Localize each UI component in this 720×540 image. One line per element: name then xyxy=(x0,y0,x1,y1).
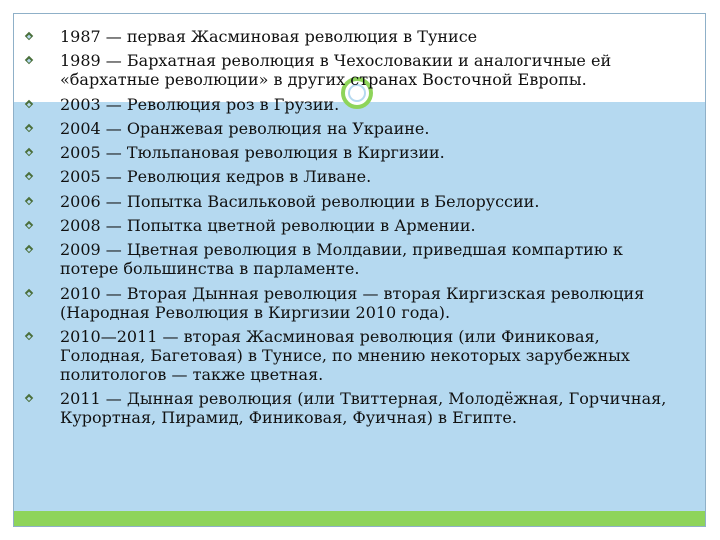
item-text: — Дынная революция (или Твиттерная, Молодёжная, Горчичная, Курортная, Пирамид, Финиковая, Фуичная) в Египте. xyxy=(60,389,667,428)
item-text: — Революция роз в Грузии. xyxy=(100,94,340,114)
bullet-icon xyxy=(25,148,33,156)
bullet-icon xyxy=(25,99,33,107)
item-year: 2005 xyxy=(60,167,101,187)
item-text: — Попытка Васильковой революции в Белоруссии. xyxy=(100,191,540,211)
revolutions-list xyxy=(22,27,682,433)
item-text: — Бархатная революция в Чехословакии и аналогичные ей «бархатные революции» в других странах Восточной Европы. xyxy=(60,51,612,90)
list-item xyxy=(22,167,682,186)
bullet-icon xyxy=(25,221,33,229)
item-year: 2010—2011 xyxy=(60,326,158,346)
item-text: — вторая Жасминовая революция (или Финиковая, Голодная, Багетовая) в Тунисе, по мнению некоторых зарубежных политологов — также цветная. xyxy=(60,326,630,384)
bullet-icon xyxy=(25,288,33,296)
item-text: — первая Жасминовая революция в Тунисе xyxy=(100,27,478,46)
item-year: 1987 xyxy=(60,27,101,46)
bullet-icon xyxy=(25,56,33,64)
item-year: 2004 xyxy=(60,118,101,138)
item-text: — Попытка цветной революции в Армении. xyxy=(100,216,476,236)
item-text: — Революция кедров в Ливане. xyxy=(100,167,372,187)
list-item xyxy=(22,284,682,322)
list-item xyxy=(22,27,682,46)
item-text: — Тюльпановая революция в Киргизии. xyxy=(100,143,445,163)
list-item xyxy=(22,216,682,235)
bottom-band xyxy=(14,511,705,527)
item-text: — Оранжевая революция на Украине. xyxy=(100,118,430,138)
list-item xyxy=(22,389,682,427)
item-text: — Цветная революция в Молдавии, приведшая компартию к потере большинства в парламенте. xyxy=(60,240,623,279)
item-year: 2008 xyxy=(60,216,101,236)
bullet-icon xyxy=(25,172,33,180)
list-item xyxy=(22,240,682,278)
item-text: — Вторая Дынная революция — вторая Киргизская революция (Народная Революция в Киргизии 2010 года). xyxy=(60,283,645,322)
item-year: 1989 xyxy=(60,51,101,71)
item-year: 2003 xyxy=(60,94,101,114)
item-year: 2011 xyxy=(60,389,101,409)
list-item xyxy=(22,192,682,211)
item-year: 2010 xyxy=(60,283,101,303)
item-year: 2006 xyxy=(60,191,101,211)
list-item xyxy=(22,95,682,114)
list-item xyxy=(22,327,682,384)
bullet-icon xyxy=(25,332,33,340)
bullet-icon xyxy=(25,32,33,40)
bullet-icon xyxy=(25,124,33,132)
bullet-icon xyxy=(25,245,33,253)
item-year: 2005 xyxy=(60,143,101,163)
list-item xyxy=(22,51,682,89)
list-item xyxy=(22,119,682,138)
bullet-icon xyxy=(25,197,33,205)
bullet-icon xyxy=(25,394,33,402)
list-item xyxy=(22,143,682,162)
item-year: 2009 xyxy=(60,240,101,260)
